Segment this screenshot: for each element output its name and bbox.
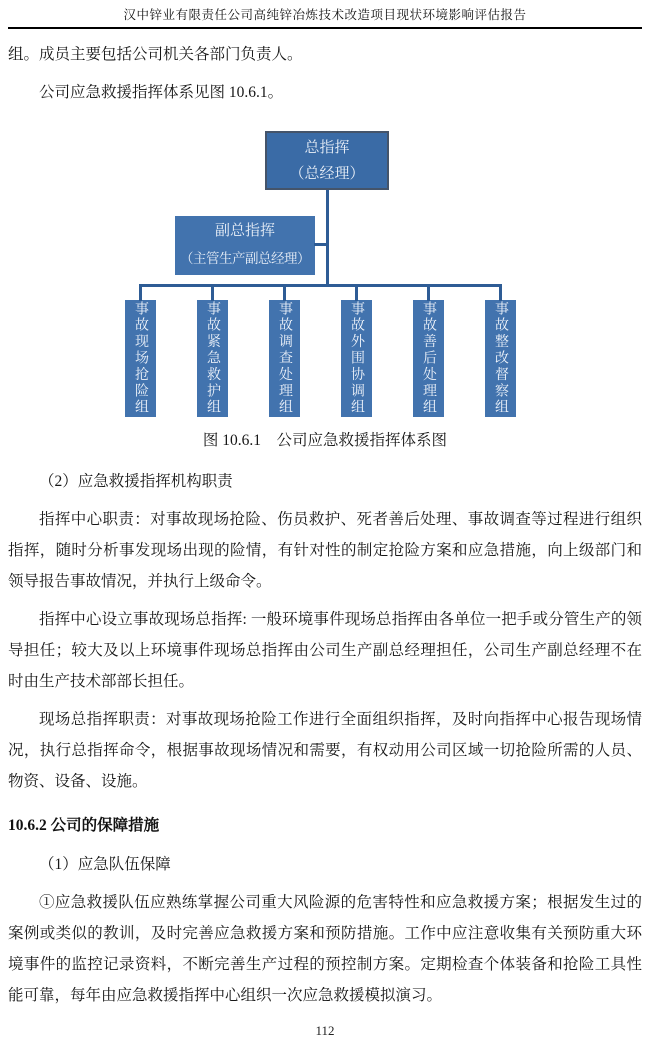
- chart-box-line: 总指挥: [304, 140, 350, 156]
- connector-drop-line: [211, 284, 214, 301]
- page-header: [8, 0, 642, 29]
- group-box-label: 事故调查处理组: [277, 301, 292, 416]
- connector-drop-line: [283, 284, 286, 301]
- connector-drop-line: [355, 284, 358, 301]
- page-number: 112: [315, 1023, 335, 1038]
- chart-box-line: （主管生产副总经理）: [180, 251, 310, 266]
- paragraph-team-guarantee-heading: （1）应急队伍保障: [39, 856, 171, 873]
- connector-drop-line: [139, 284, 142, 301]
- header-title: 汉中锌业有限责任公司高纯锌冶炼技术改造项目现状环境影响评估报告: [123, 8, 527, 22]
- group-box: [125, 300, 156, 417]
- chart-box-line: 副总指挥: [214, 223, 275, 239]
- chart-box-deputy-commander: [175, 216, 315, 275]
- paragraph-site-commander: 指挥中心设立事故现场总指挥: 一般环境事件现场总指挥由各单位一把手或分管生产的领导担任；较大及以上环境事件现场总指挥由公司生产副总经理担任，公司生产副总经理不在时由生产技术部部长担任。: [8, 611, 642, 690]
- group-box: [485, 300, 516, 417]
- group-box-label: 事故外围协调组: [349, 301, 364, 416]
- paragraph-team-guarantee-detail: ①应急救援队伍应熟练掌握公司重大风险源的危害特性和应急救援方案；根据发生过的案例或类似的教训，及时完善应急救援方案和预防措施。工作中应注意收集有关预防重大环境事件的监控记录资料，不断完善生产过程的预控制方案。定期检查个体装备和抢险工具性能可靠，每年由应急救援指挥中心组织一次应急救援模拟演习。: [8, 894, 642, 1004]
- paragraph-figure-ref: 公司应急救援指挥体系见图 10.6.1。: [39, 84, 284, 101]
- group-box: [341, 300, 372, 417]
- connector-drop-line: [427, 284, 430, 301]
- group-box-label: 事故现场抢险组: [133, 301, 148, 416]
- group-box: [269, 300, 300, 417]
- figure-caption: 图 10.6.1 公司应急救援指挥体系图: [202, 432, 448, 449]
- chart-box-chief-commander: [265, 131, 389, 190]
- connector-horizontal-line: [139, 284, 502, 287]
- chart-box-line: （总经理）: [289, 166, 365, 182]
- paragraph-center-duties: 指挥中心职责：对事故现场抢险、伤员救护、死者善后处理、事故调查等过程进行组织指挥，随时分析事发现场出现的险情，有针对性的制定抢险方案和应急措施，向上级部门和领导报告事故情况，并执行上级命令。: [8, 511, 642, 590]
- connector-drop-line: [499, 284, 502, 301]
- group-box-label: 事故整改督察组: [493, 301, 508, 416]
- group-box-label: 事故善后处理组: [421, 301, 436, 416]
- page-content: [8, 29, 642, 1011]
- group-boxes: [125, 300, 516, 417]
- org-chart: [8, 126, 642, 422]
- group-box: [197, 300, 228, 417]
- paragraph-site-duties: 现场总指挥职责：对事故现场抢险工作进行全面组织指挥，及时向指挥中心报告现场情况，执行总指挥命令，根据事故现场情况和需要，有权动用公司区域一切抢险所需的人员、物资、设备、设施。: [8, 711, 642, 790]
- group-box: [413, 300, 444, 417]
- section-heading: 10.6.2 公司的保障措施: [8, 817, 160, 834]
- paragraph-duties-heading: （2）应急救援指挥机构职责: [39, 473, 233, 490]
- connector-stub-line: [314, 243, 327, 246]
- paragraph-members: 组。成员主要包括公司机关各部门负责人。: [8, 46, 303, 63]
- connector-vertical-line: [326, 190, 329, 287]
- group-box-label: 事故紧急救护组: [205, 301, 220, 416]
